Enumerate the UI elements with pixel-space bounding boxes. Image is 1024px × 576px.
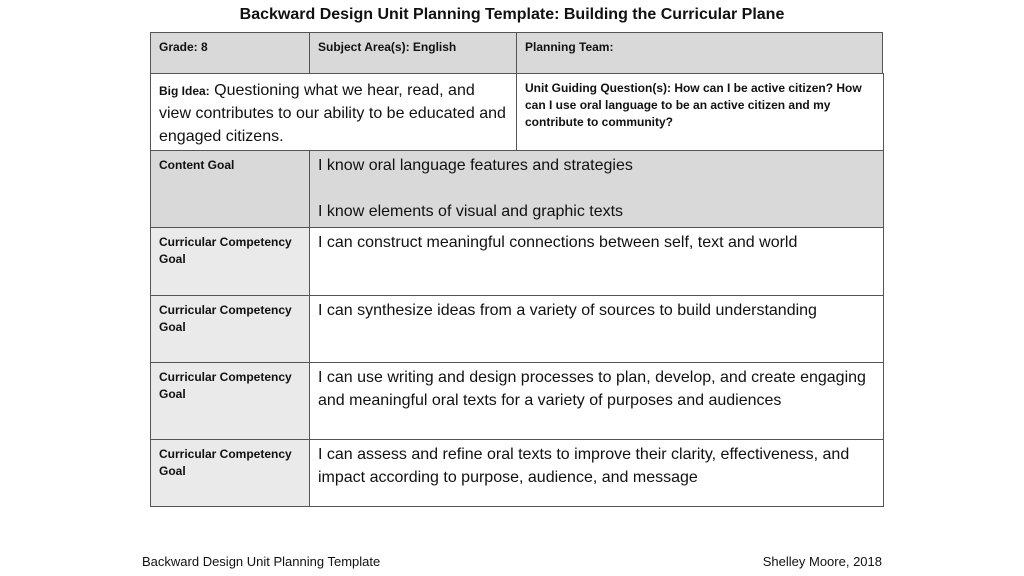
planning-team-cell: Planning Team:	[516, 32, 883, 74]
competency-text: I can construct meaningful connections between self, text and world	[309, 227, 884, 296]
footer-right: Shelley Moore, 2018	[762, 554, 882, 569]
footer-left: Backward Design Unit Planning Template	[142, 554, 381, 569]
subject-cell: Subject Area(s): English	[309, 32, 517, 74]
competency-text: I can assess and refine oral texts to improve their clarity, effectiveness, and impact according to purpose, audience, and message	[309, 439, 884, 507]
competency-row-3	[150, 362, 883, 440]
big-idea-row	[150, 73, 883, 151]
competency-label: Curricular Competency Goal	[150, 362, 310, 440]
competency-row-1	[150, 227, 883, 296]
big-idea-text: Questioning what we hear, read, and view contributes to our ability to be educated and engaged citizens.	[159, 82, 506, 145]
big-idea-label: Big Idea:	[159, 84, 210, 98]
content-goal-text	[309, 150, 884, 228]
competency-label: Curricular Competency Goal	[150, 439, 310, 507]
competency-row-4	[150, 439, 883, 507]
content-goal-line-2: I know elements of visual and graphic texts	[318, 203, 624, 220]
guiding-question-cell: Unit Guiding Question(s): How can I be active citizen? How can I use oral language to be an active citizen and my contribute to community?	[516, 73, 884, 151]
competency-label: Curricular Competency Goal	[150, 227, 310, 296]
big-idea-cell	[150, 73, 517, 151]
content-goal-label: Content Goal	[150, 150, 310, 228]
content-goal-row	[150, 150, 883, 228]
header-row	[150, 32, 883, 74]
grade-cell: Grade: 8	[150, 32, 310, 74]
content-goal-line-1: I know oral language features and strategies	[318, 157, 633, 174]
competency-text: I can use writing and design processes to plan, develop, and create engaging and meaningful oral texts for a variety of purposes and audiences	[309, 362, 884, 440]
competency-text: I can synthesize ideas from a variety of sources to build understanding	[309, 295, 884, 363]
competency-row-2	[150, 295, 883, 363]
page-title: Backward Design Unit Planning Template: Building the Curricular Plane	[239, 6, 785, 23]
competency-label: Curricular Competency Goal	[150, 295, 310, 363]
